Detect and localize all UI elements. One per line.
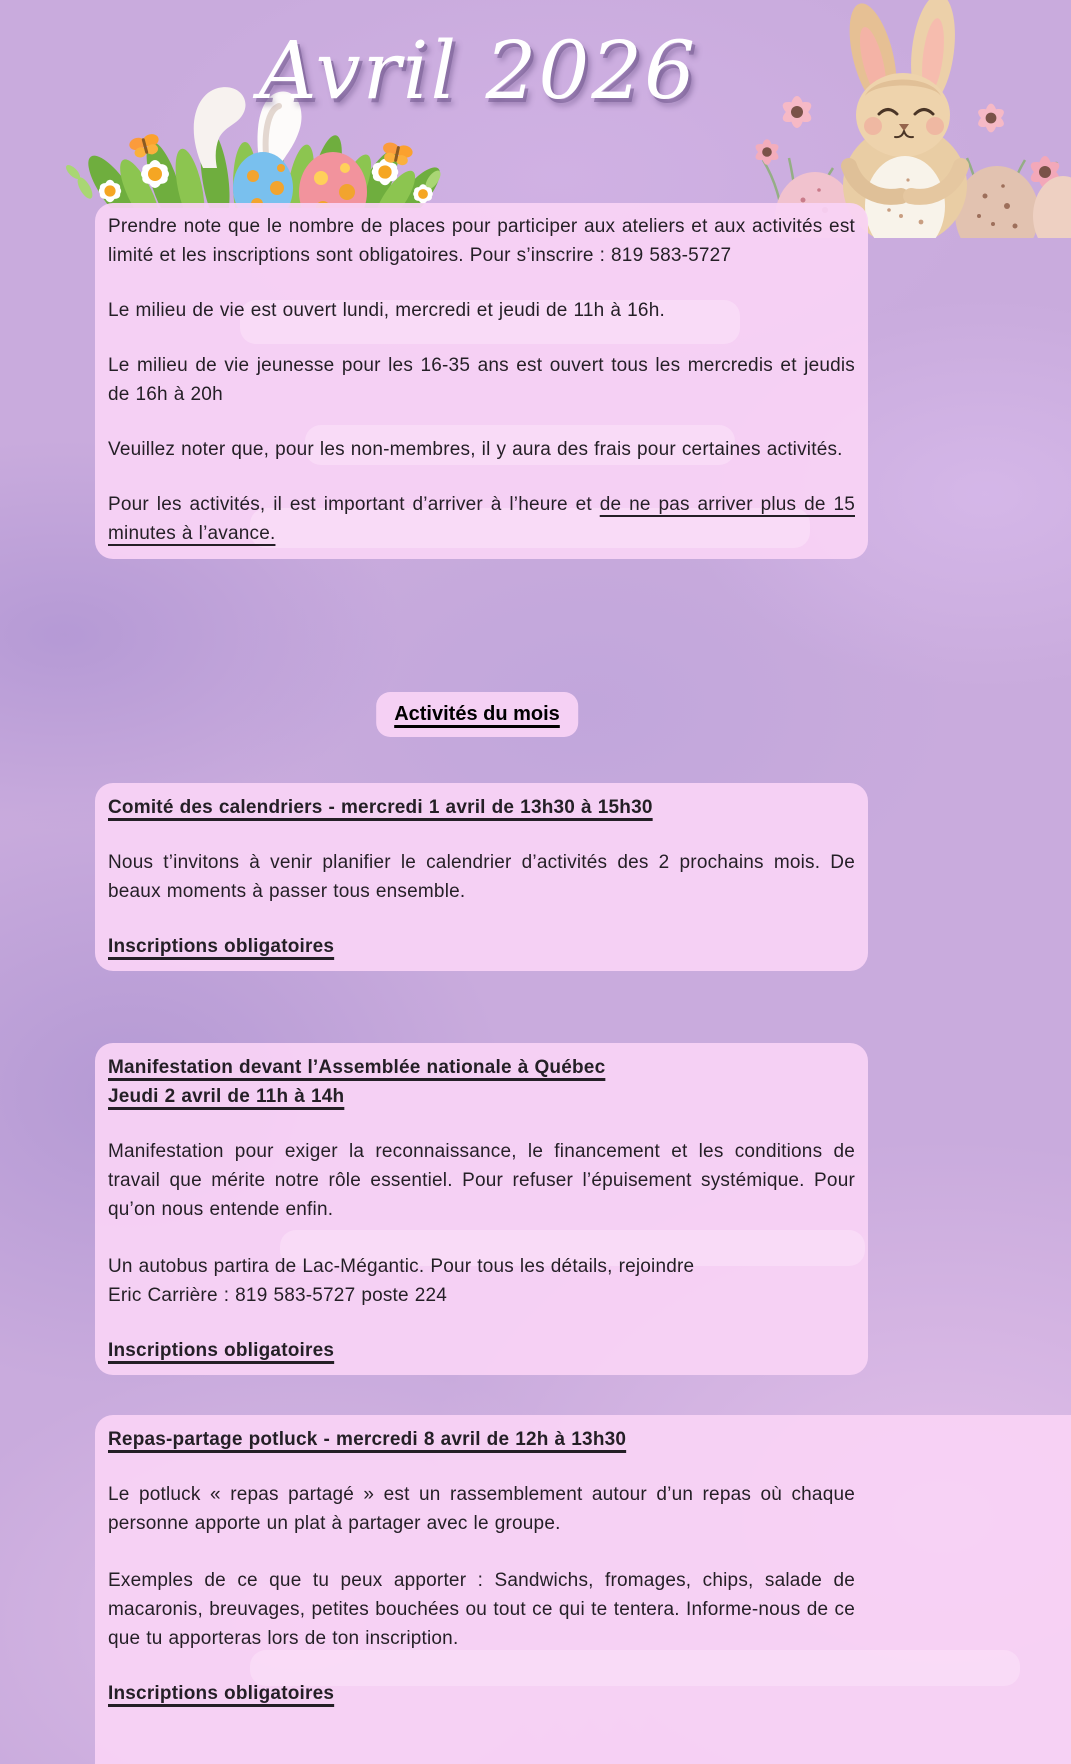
bus-info-line1: Un autobus partira de Lac-Mégantic. Pour tous les détails, rejoindre: [108, 1256, 695, 1277]
activity-title-line2: Jeudi 2 avril de 11h à 14h: [108, 1086, 345, 1107]
activity-description: Nous t’invitons à venir planifier le calendrier d’activités des 2 prochains mois. De beaux moments à passer tous ensemble.: [108, 852, 855, 902]
intro-paragraph-places: Prendre note que le nombre de places pour participer aux ateliers et aux activités est limité et les inscriptions sont obligatoires. Pour s’inscrire : 819 583-5727: [108, 216, 855, 266]
registration-note: Inscriptions obligatoires: [108, 1683, 335, 1704]
bunny-icon: [841, 0, 967, 238]
month-activities-header-box: [376, 692, 578, 737]
activity-bus-info: [108, 1252, 855, 1310]
page-title: Avril 2026: [258, 24, 698, 117]
registration-note: Inscriptions obligatoires: [108, 936, 335, 957]
ponctualite-text: Pour les activités, il est important d’arriver à l’heure et: [108, 494, 600, 515]
month-activities-header: Activités du mois: [394, 703, 560, 725]
intro-paragraph-jeunesse: Le milieu de vie jeunesse pour les 16-35 ans est ouvert tous les mercredis et jeudis de 16h à 20h: [108, 355, 855, 405]
activity-title: Comité des calendriers - mercredi 1 avril de 13h30 à 15h30: [108, 797, 653, 818]
intro-paragraph-milieu-de-vie: Le milieu de vie est ouvert lundi, mercredi et jeudi de 11h à 16h.: [108, 300, 665, 321]
ponctualite-underlined-text: de ne pas arriver plus de 15 minutes à l’avance.: [108, 494, 855, 544]
intro-paragraph-non-membres: Veuillez noter que, pour les non-membres, il y aura des frais pour certaines activités.: [108, 439, 843, 460]
activity-title: [108, 1053, 855, 1111]
speckled-egg-icon: [955, 166, 1039, 238]
activity-description: Manifestation pour exiger la reconnaissance, le financement et les conditions de travail que mérite notre rôle essentiel. Pour refuser l’épuisement systémique. Pour qu’on nous entende enfin.: [108, 1141, 855, 1220]
activity-section-potluck: [95, 1415, 1071, 1764]
activity-section-manifestation: [95, 1043, 868, 1375]
intro-paragraph-ponctualite: [108, 490, 855, 548]
intro-section: [95, 203, 868, 559]
activity-section-comite-calendriers: [95, 783, 868, 971]
activity-description: Le potluck « repas partagé » est un rassemblement autour d’un repas où chaque personne apporte un plat à partager avec le groupe.: [108, 1484, 855, 1534]
activity-title-line1: Manifestation devant l’Assemblée nationale à Québec: [108, 1057, 606, 1078]
activity-title: Repas-partage potluck - mercredi 8 avril de 12h à 13h30: [108, 1429, 627, 1450]
registration-note: Inscriptions obligatoires: [108, 1340, 335, 1361]
activity-examples: Exemples de ce que tu peux apporter : Sandwichs, fromages, chips, salade de macaronis, breuvages, petites bouchées ou tout ce qui te tentera. Informe-nous de ce que tu apporteras lors de ton inscription.: [108, 1570, 855, 1649]
bus-info-line2: Eric Carrière : 819 583-5727 poste 224: [108, 1285, 448, 1306]
speckled-egg-icon: [1033, 176, 1071, 238]
